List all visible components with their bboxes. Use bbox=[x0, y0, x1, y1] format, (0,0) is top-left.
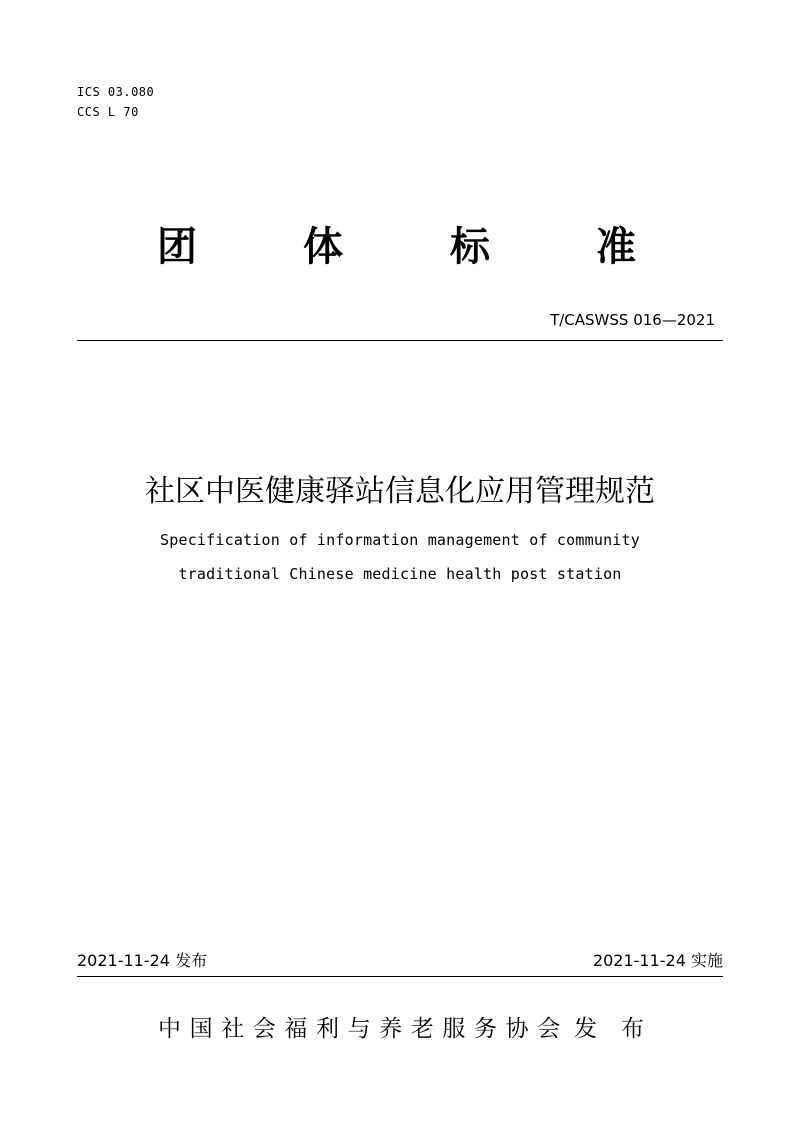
issued-label: 发布 bbox=[574, 1016, 668, 1042]
document-title-english-line1: Specification of information management of community bbox=[160, 531, 640, 549]
implementation-date: 2021-11-24 实施 bbox=[592, 951, 723, 970]
ccs-code: CCS L 70 bbox=[77, 105, 139, 119]
document-title-english-line2: traditional Chinese medicine health post station bbox=[178, 565, 622, 583]
publish-date: 2021-11-24 发布 bbox=[77, 951, 208, 970]
document-title-chinese: 社区中医健康驿站信息化应用管理规范 bbox=[145, 474, 655, 509]
header-divider bbox=[77, 340, 723, 341]
ics-code: ICS 03.080 bbox=[77, 85, 155, 99]
standard-type-char: 团 bbox=[157, 224, 197, 270]
standard-type-char: 体 bbox=[303, 224, 343, 270]
footer-divider bbox=[77, 976, 723, 977]
standard-type-heading bbox=[0, 222, 800, 272]
standard-type-char: 标 bbox=[450, 224, 490, 270]
standard-number: T/CASWSS 016—2021 bbox=[550, 311, 715, 329]
classification-codes bbox=[77, 82, 154, 122]
standard-type-char: 准 bbox=[596, 224, 636, 270]
issuing-organization: 中国社会福利与养老服务协会 bbox=[158, 1016, 569, 1042]
